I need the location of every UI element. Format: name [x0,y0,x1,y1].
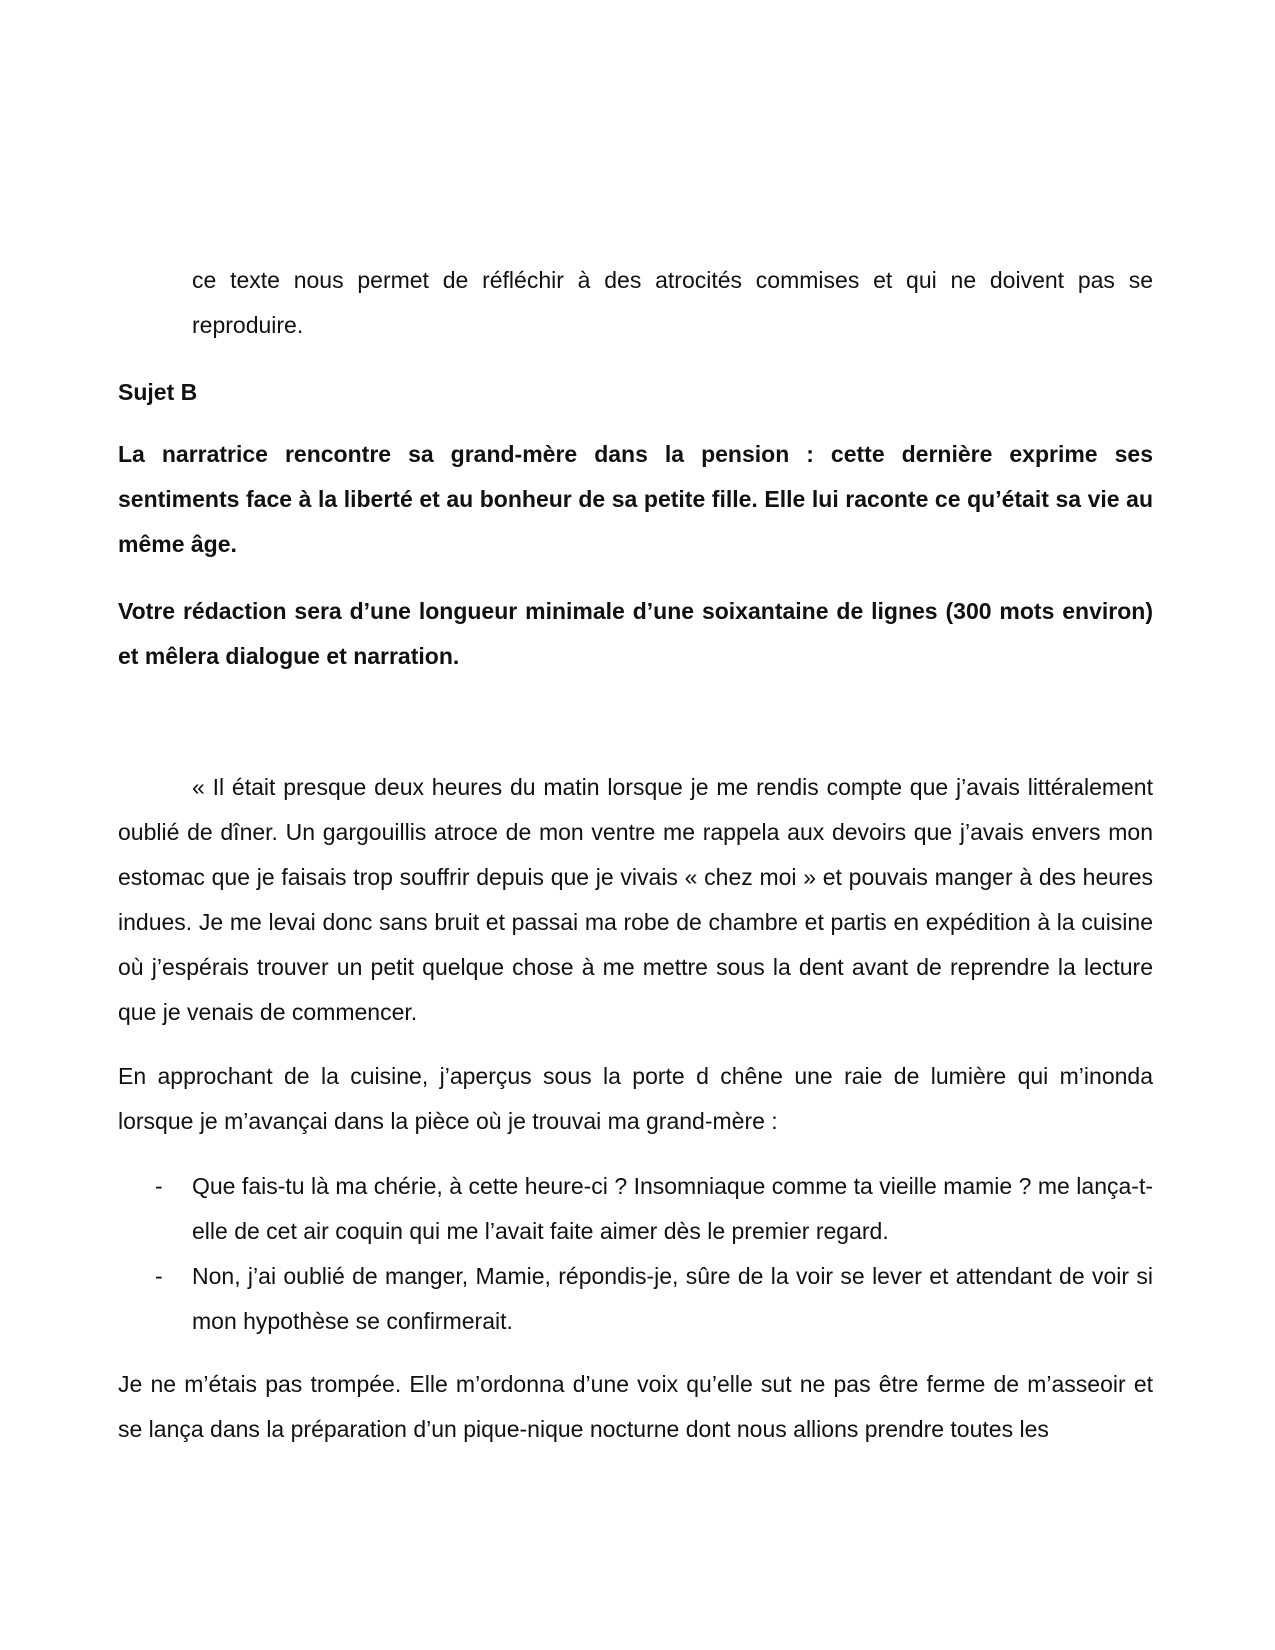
document-page [118,0,1153,1650]
consigne-paragraph-2: Votre rédaction sera d’une longueur minimale d’une soixantaine de lignes (300 mots environ) et mêlera dialogue et narration. [118,598,1153,669]
story-paragraph-3: Je ne m’étais pas trompée. Elle m’ordonna d’une voix qu’elle sut ne pas être ferme de m’asseoir et se lança dans la préparation d’un pique-nique nocturne dont nous allions prendre toutes les [118,1371,1153,1442]
dialogue-list [118,1164,1153,1344]
dialogue-text: Que fais-tu là ma chérie, à cette heure-ci ? Insomniaque comme ta vieille mamie ? me lança-t-elle de cet air coquin qui me l’avait faite aimer dès le premier regard. [192,1173,1153,1244]
dialogue-line [118,1164,1153,1254]
dialogue-text: Non, j’ai oublié de manger, Mamie, répondis-je, sûre de la voir se lever et attendant de voir si mon hypothèse se confirmerait. [192,1263,1153,1334]
dialogue-dash: - [155,1173,163,1199]
intro-paragraph: ce texte nous permet de réfléchir à des atrocités commises et qui ne doivent pas se reproduire. [192,267,1153,338]
story-paragraph-2: En approchant de la cuisine, j’aperçus sous la porte d chêne une raie de lumière qui m’inonda lorsque je m’avançai dans la pièce où je trouvai ma grand-mère : [118,1063,1153,1134]
story-paragraph-1: « Il était presque deux heures du matin lorsque je me rendis compte que j’avais littéralement oublié de dîner. Un gargouillis atroce de mon ventre me rappela aux devoirs que j’avais envers mon estomac que je faisais trop souffrir depuis que je vivais « chez moi » et pouvais manger à des heures indues. Je me levai donc sans bruit et passai ma robe de chambre et partis en expédition à la cuisine où j’espérais trouver un petit quelque chose à me mettre sous la dent avant de reprendre la lecture que je venais de commencer. [118,774,1153,1025]
dialogue-dash: - [155,1263,163,1289]
sujet-heading: Sujet B [118,379,198,405]
dialogue-line [118,1254,1153,1344]
consigne-paragraph-1: La narratrice rencontre sa grand-mère dans la pension : cette dernière exprime ses sentiments face à la liberté et au bonheur de sa petite fille. Elle lui raconte ce qu’était sa vie au même âge. [118,441,1153,557]
